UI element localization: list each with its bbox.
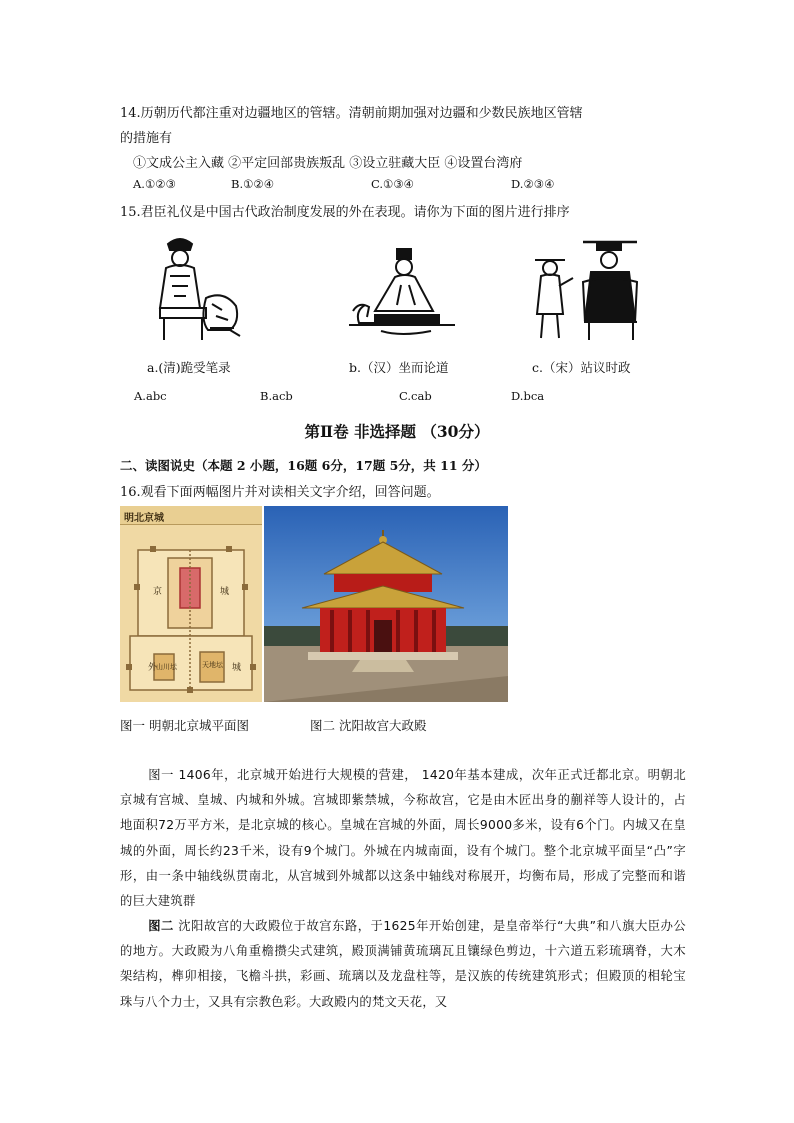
map-title: 明北京城 xyxy=(124,513,164,524)
ming-beijing-map xyxy=(120,506,262,702)
q14-option-c[interactable]: C.①③④ xyxy=(371,177,414,191)
q15-stem: 15.君臣礼仪是中国古代政治制度发展的外在表现。请你为下面的图片进行排序 xyxy=(120,205,570,220)
q14-option-a[interactable]: A.①②③ xyxy=(133,177,176,191)
fig1-caption: 图一 明朝北京城平面图 xyxy=(120,718,249,733)
q16-paragraph-2 xyxy=(120,914,686,1015)
map-label-cheng2: 城 xyxy=(232,663,242,673)
map-label-tiantan: 天地坛 xyxy=(202,661,223,669)
para2-text: 沈阳故宫的大政殿位于故宫东路，于1625年开始创建，是皇帝举行“大典”和八旗大臣办公的地方。大政殿为八角重檐攒尖式建筑，殿顶满铺黄琉璃瓦且镶绿色剪边，十六道五彩琉璃脊，大木架结构，榫卯相接，飞檐斗拱，彩画、琉璃以及龙盘柱等，是汉族的传统建筑形式；但殿顶的相轮宝珠与八个力士，又具有宗教色彩。大政殿内的梵文天花，又 xyxy=(120,919,686,1009)
section2-title: 第Ⅱ卷 非选择题 （30分） xyxy=(304,422,490,441)
q15-caption-a: a.(清)跪受笔录 xyxy=(147,360,231,375)
palace-building-icon xyxy=(264,506,508,702)
map-label-shanchuan: 山川坛 xyxy=(156,663,177,671)
q15-caption-c: c.（宋）站议时政 xyxy=(532,360,631,375)
para1-label: 图一 xyxy=(148,768,175,782)
song-standing-figure-icon xyxy=(525,236,645,344)
map-label-wai: 外 xyxy=(148,663,158,673)
para2-label: 图二 xyxy=(148,919,174,933)
q16-paragraph-1 xyxy=(120,763,686,914)
q14-items: ①文成公主入藏 ②平定回部贵族叛乱 ③设立驻藏大臣 ④设置台湾府 xyxy=(133,156,523,171)
q15-caption-b: b.（汉）坐而论道 xyxy=(349,360,449,375)
q14-option-d[interactable]: D.②③④ xyxy=(511,177,555,191)
city-plan-icon xyxy=(120,524,262,702)
q14-stem-line2: 的措施有 xyxy=(120,131,173,146)
para1-text: 1406年，北京城开始进行大规模的营建， 1420年基本建成，次年正式迁都北京。明朝北京城有宫城、皇城、内城和外城。宫城即紫禁城，今称故宫，它是由木匠出身的蒯祥等人设计的，占地面积72万平方米，是北京城的核心。皇城在宫城的外面，周长9000多米，设有6个门。内城又在皇城的外面，周长约23千米，设有9个城门。外城在内城南面，设有个城门。整个北京城平面呈“凸”字形，由一条中轴线纵贯南北，从宫城到外城都以这条中轴线对称展开，均衡布局，形成了完整而和谐的巨大建筑群 xyxy=(120,768,686,909)
map-label-cheng: 城 xyxy=(220,587,230,597)
fig2-caption: 图二 沈阳故宫大政殿 xyxy=(310,718,427,733)
map-label-jing: 京 xyxy=(153,587,163,597)
section2-heading: 二、读图说史（本题 2 小题，16题 6分，17题 5分，共 11 分） xyxy=(120,458,487,473)
han-seated-figure-icon xyxy=(345,245,460,340)
q15-option-c[interactable]: C.cab xyxy=(399,389,432,403)
q15-option-d[interactable]: D.bca xyxy=(511,389,545,403)
q16-stem: 16.观看下面两幅图片并对读相关文字介绍，回答问题。 xyxy=(120,485,440,500)
q14-stem-line1: 14.历朝历代都注重对边疆地区的管辖。清朝前期加强对边疆和少数民族地区管辖 xyxy=(120,106,583,121)
q15-option-b[interactable]: B.acb xyxy=(260,389,293,403)
q15-option-a[interactable]: A.abc xyxy=(134,389,167,403)
q14-option-b[interactable]: B.①②④ xyxy=(231,177,275,191)
qing-kneeling-figure-icon xyxy=(150,232,250,347)
shenyang-palace-photo xyxy=(264,506,508,702)
